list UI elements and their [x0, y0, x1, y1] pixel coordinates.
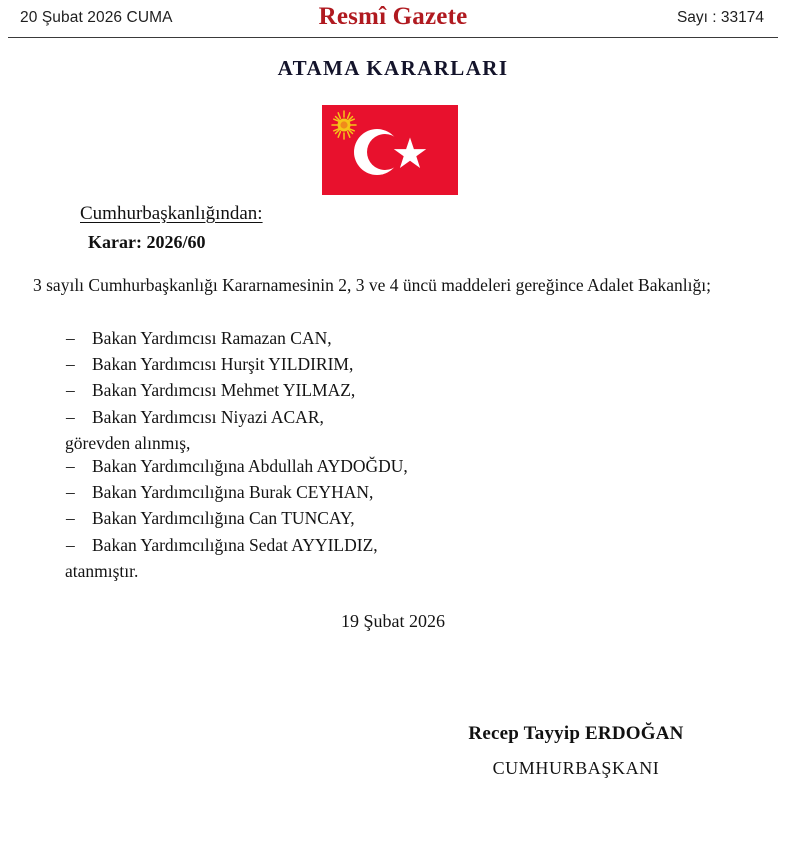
list-item [66, 404, 706, 430]
decision-number: Karar: 2026/60 [88, 232, 206, 252]
list-item [66, 453, 706, 479]
list-item-label: Bakan Yardımcısı Ramazan CAN, [92, 328, 332, 348]
issuing-authority-label: Cumhurbaşkanlığından: [80, 203, 263, 224]
turkish-flag [322, 105, 458, 195]
dash-icon: – [66, 482, 75, 503]
gazette-date: 20 Şubat 2026 CUMA [20, 9, 173, 26]
dash-icon: – [66, 508, 75, 529]
list-item-label: Bakan Yardımcılığına Can TUNCAY, [92, 508, 355, 529]
masthead [0, 0, 786, 40]
turkish-flag-icon [322, 105, 458, 195]
list-item [66, 377, 706, 403]
dash-icon: – [66, 456, 75, 476]
list-item [66, 325, 706, 351]
issuing-authority [80, 203, 263, 225]
list-item-label: Bakan Yardımcısı Niyazi ACAR, [92, 406, 324, 427]
list-item-label: Bakan Yardımcılığına Abdullah AYDOĞDU, [92, 456, 408, 476]
list-item [66, 479, 706, 505]
gazette-issue-number: Sayı : 33174 [676, 9, 764, 26]
body-paragraph: 3 sayılı Cumhurbaşkanlığı Kararnamesinin 2, 3 ve 4 üncü maddeleri gereğince Adalet Bakanlığı; [33, 275, 711, 295]
dismissed-officials-list [66, 325, 706, 456]
list-item [66, 505, 706, 531]
dash-icon: – [66, 534, 75, 555]
dash-icon: – [66, 380, 75, 401]
list-item-label: Bakan Yardımcılığına Sedat AYYILDIZ, [92, 534, 378, 555]
list-item [66, 351, 706, 377]
signatory-name: Recep Tayyip ERDOĞAN [468, 723, 684, 744]
list-item [66, 532, 706, 558]
page-title: ATAMA KARARLARI [277, 56, 509, 80]
list-item-label: Bakan Yardımcısı Mehmet YILMAZ, [92, 380, 356, 401]
list-item-label: Bakan Yardımcılığına Burak CEYHAN, [92, 482, 374, 503]
dash-icon: – [66, 328, 75, 348]
appointed-officials-list [66, 453, 706, 584]
list-item-label: Bakan Yardımcısı Hurşit YILDIRIM, [92, 354, 354, 375]
appointed-closing-text: atanmıştır. [65, 560, 139, 581]
dash-icon: – [66, 354, 75, 375]
signatory-title: CUMHURBAŞKANI [492, 758, 660, 778]
masthead-divider [8, 37, 778, 38]
dismissed-closing-text: görevden alınmış, [65, 432, 191, 453]
gazette-title: Resmî Gazete [318, 3, 468, 30]
decision-date: 19 Şubat 2026 [340, 611, 445, 631]
dash-icon: – [66, 406, 75, 427]
